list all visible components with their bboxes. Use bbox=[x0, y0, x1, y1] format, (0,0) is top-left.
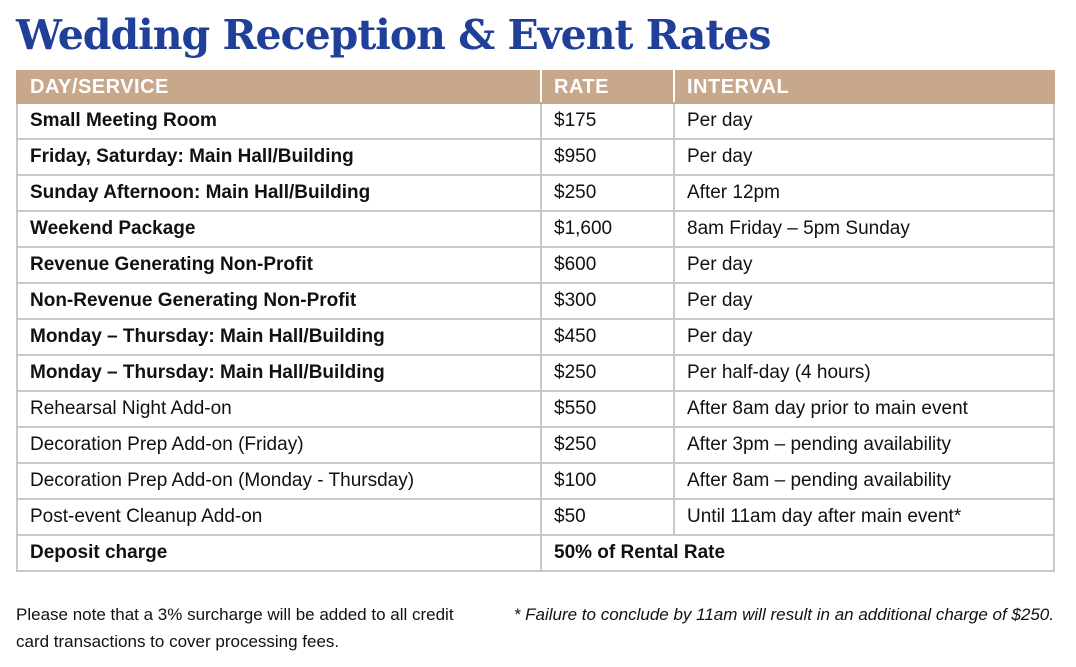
rate-cell: $950 bbox=[541, 139, 674, 175]
rate-cell: $600 bbox=[541, 247, 674, 283]
deposit-label: Deposit charge bbox=[17, 535, 541, 571]
rate-cell: $1,600 bbox=[541, 211, 674, 247]
service-cell: Weekend Package bbox=[17, 211, 541, 247]
interval-cell: Per day bbox=[674, 247, 1054, 283]
table-header-row bbox=[17, 71, 1054, 103]
rate-cell: $550 bbox=[541, 391, 674, 427]
service-cell: Small Meeting Room bbox=[17, 103, 541, 139]
deposit-value: 50% of Rental Rate bbox=[541, 535, 1054, 571]
rate-cell: $300 bbox=[541, 283, 674, 319]
table-row bbox=[17, 283, 1054, 319]
table-row bbox=[17, 391, 1054, 427]
interval-cell: 8am Friday – 5pm Sunday bbox=[674, 211, 1054, 247]
deposit-row bbox=[17, 535, 1054, 571]
interval-cell: Per day bbox=[674, 139, 1054, 175]
column-header-interval: INTERVAL bbox=[674, 71, 1054, 103]
surcharge-note: Please note that a 3% surcharge will be added to all credit card transactions to cover processing fees. bbox=[16, 605, 454, 651]
table-row bbox=[17, 175, 1054, 211]
rate-cell: $50 bbox=[541, 499, 674, 535]
interval-cell: Per day bbox=[674, 319, 1054, 355]
table-row bbox=[17, 355, 1054, 391]
table-row bbox=[17, 139, 1054, 175]
interval-cell: After 8am – pending availability bbox=[674, 463, 1054, 499]
service-cell: Decoration Prep Add-on (Friday) bbox=[17, 427, 541, 463]
service-cell: Rehearsal Night Add-on bbox=[17, 391, 541, 427]
rate-cell: $450 bbox=[541, 319, 674, 355]
rate-cell: $250 bbox=[541, 175, 674, 211]
table-row bbox=[17, 463, 1054, 499]
service-cell: Monday – Thursday: Main Hall/Building bbox=[17, 319, 541, 355]
interval-cell: Per day bbox=[674, 103, 1054, 139]
service-cell: Revenue Generating Non-Profit bbox=[17, 247, 541, 283]
rate-cell: $100 bbox=[541, 463, 674, 499]
rate-cell: $175 bbox=[541, 103, 674, 139]
service-cell: Decoration Prep Add-on (Monday - Thursday) bbox=[17, 463, 541, 499]
table-row bbox=[17, 499, 1054, 535]
interval-cell: After 12pm bbox=[674, 175, 1054, 211]
rates-table bbox=[16, 70, 1055, 572]
interval-cell: Per half-day (4 hours) bbox=[674, 355, 1054, 391]
page-title: Wedding Reception & Event Rates bbox=[16, 11, 771, 59]
interval-cell: After 8am day prior to main event bbox=[674, 391, 1054, 427]
service-cell: Non-Revenue Generating Non-Profit bbox=[17, 283, 541, 319]
column-header-rate: RATE bbox=[541, 71, 674, 103]
service-cell: Sunday Afternoon: Main Hall/Building bbox=[17, 175, 541, 211]
service-cell: Monday – Thursday: Main Hall/Building bbox=[17, 355, 541, 391]
interval-cell: Per day bbox=[674, 283, 1054, 319]
service-cell: Post-event Cleanup Add-on bbox=[17, 499, 541, 535]
service-cell: Friday, Saturday: Main Hall/Building bbox=[17, 139, 541, 175]
table-row bbox=[17, 319, 1054, 355]
column-header-service: DAY/SERVICE bbox=[17, 71, 541, 103]
table-row bbox=[17, 247, 1054, 283]
table-row bbox=[17, 211, 1054, 247]
rate-cell: $250 bbox=[541, 355, 674, 391]
rate-cell: $250 bbox=[541, 427, 674, 463]
table-row bbox=[17, 103, 1054, 139]
footnote: * Failure to conclude by 11am will result in an additional charge of $250. bbox=[513, 605, 1054, 624]
interval-cell: After 3pm – pending availability bbox=[674, 427, 1054, 463]
interval-cell: Until 11am day after main event* bbox=[674, 499, 1054, 535]
table-row bbox=[17, 427, 1054, 463]
